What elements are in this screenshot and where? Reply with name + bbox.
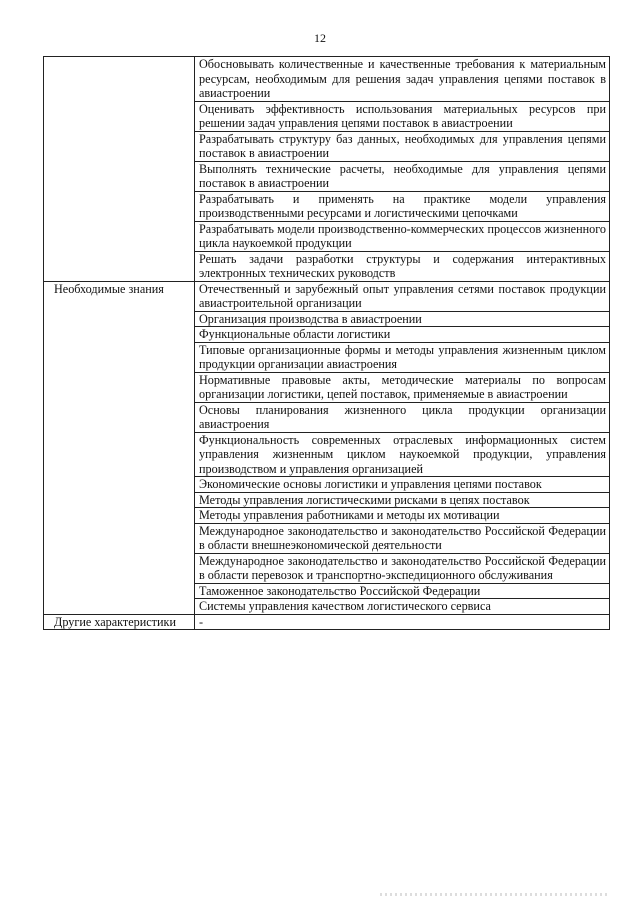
requirement-item: Таможенное законодательство Российской Федерации: [195, 583, 610, 599]
requirement-item: Методы управления работниками и методы их мотивации: [195, 508, 610, 524]
requirement-item: Международное законодательство и законодательство Российской Федерации в области внешнеэкономической деятельности: [195, 523, 610, 553]
requirement-item: Экономические основы логистики и управления цепями поставок: [195, 477, 610, 493]
section-label: Необходимые знания: [54, 281, 164, 296]
requirements-table: [43, 56, 610, 630]
requirement-item: Отечественный и зарубежный опыт управления сетями поставок продукции авиастроительной организации: [195, 281, 610, 311]
requirement-item: Функциональность современных отраслевых информационных систем управления жизненным циклом наукоемкой продукции, управления производством и управления организацией: [195, 432, 610, 477]
requirement-item: Основы планирования жизненного цикла продукции организации авиастроения: [195, 402, 610, 432]
section-label-cell: [44, 57, 195, 282]
requirement-item: -: [195, 614, 610, 630]
requirement-item: Функциональные области логистики: [195, 327, 610, 343]
table-row: [44, 57, 610, 102]
page-number: 12: [314, 31, 326, 45]
requirement-item: Нормативные правовые акты, методические материалы по вопросам организации логистики, цепей поставок, применяемые в авиастроении: [195, 372, 610, 402]
requirement-item: Разрабатывать и применять на практике модели управления производственными ресурсами и логистическими цепочками: [195, 191, 610, 221]
table-row: [44, 614, 610, 630]
requirement-item: Выполнять технические расчеты, необходимые для управления цепями поставок в авиастроении: [195, 161, 610, 191]
requirement-item: Разрабатывать структуру баз данных, необходимых для управления цепями поставок в авиастроении: [195, 131, 610, 161]
requirement-item: Организация производства в авиастроении: [195, 311, 610, 327]
requirement-item: Методы управления логистическими рисками в цепях поставок: [195, 492, 610, 508]
requirements-table-body: [44, 57, 610, 630]
scan-artifact: [380, 893, 610, 896]
requirement-item: Оценивать эффективность использования материальных ресурсов при решении задач управления цепями поставок в авиастроении: [195, 101, 610, 131]
section-label-cell: [44, 281, 195, 614]
requirement-item: Системы управления качеством логистического сервиса: [195, 599, 610, 615]
requirement-item: Обосновывать количественные и качественные требования к материальным ресурсам, необходимым для решения задач управления цепями поставок в авиастроении: [195, 57, 610, 102]
table-row: [44, 281, 610, 311]
requirement-item: Разрабатывать модели производственно-коммерческих процессов жизненного цикла наукоемкой продукции: [195, 221, 610, 251]
requirement-item: Типовые организационные формы и методы управления жизненным циклом продукции организации авиастроения: [195, 342, 610, 372]
section-label: Другие характеристики: [54, 614, 176, 629]
requirement-item: Международное законодательство и законодательство Российской Федерации в области перевозок и транспортно-экспедиционного обслуживания: [195, 553, 610, 583]
requirement-item: Решать задачи разработки структуры и содержания интерактивных электронных технических руководств: [195, 251, 610, 281]
section-label-cell: [44, 614, 195, 630]
